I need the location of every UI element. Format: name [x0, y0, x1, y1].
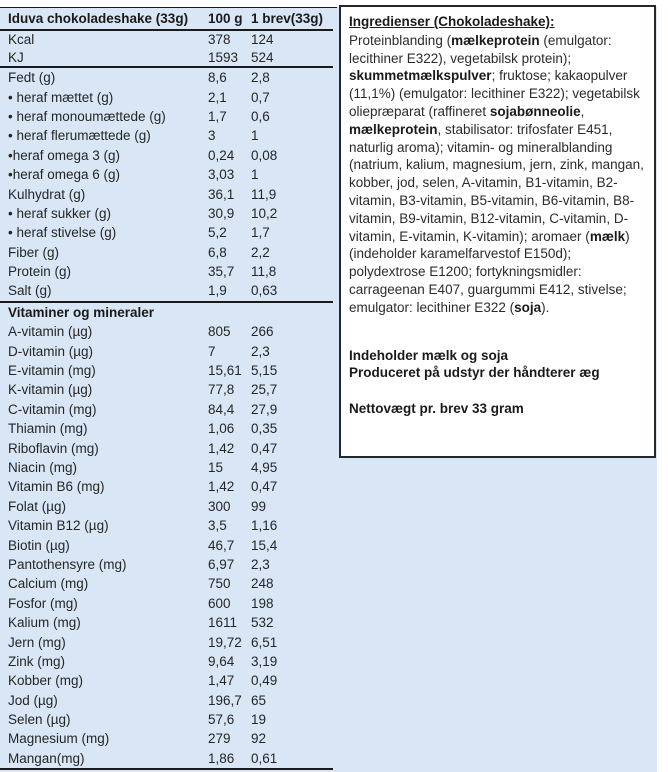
row-value-100g: 1611: [208, 615, 238, 631]
row-value-serving: 27,9: [251, 401, 278, 417]
row-value-100g: 1,42: [208, 440, 235, 456]
row-label: Fiber (g): [8, 244, 60, 260]
row-label: •heraf omega 6 (g): [8, 167, 121, 183]
table-row: [0, 419, 337, 438]
table-header-row: [0, 8, 337, 29]
row-label: Mangan(mg): [8, 750, 85, 766]
table-row: [0, 710, 337, 729]
table-row: [0, 243, 337, 262]
row-label: Jod (µg): [8, 692, 58, 708]
table-row: [0, 497, 337, 516]
row-value-serving: 92: [251, 731, 267, 747]
row-value-serving: 99: [251, 498, 267, 514]
nutrition-table: [0, 7, 337, 772]
row-label: Kulhydrat (g): [8, 186, 86, 202]
table-row: [0, 477, 337, 496]
row-value-serving: 0,6: [251, 108, 270, 124]
row-label: Riboflavin (mg): [8, 440, 99, 456]
row-label: Vitamin B6 (mg): [8, 479, 105, 495]
table-row: [0, 68, 337, 87]
row-value-serving: 1,7: [251, 225, 270, 241]
table-row: [0, 380, 337, 399]
ingredient-emphasis: soja: [514, 299, 542, 315]
row-value-serving: 532: [251, 615, 274, 631]
row-label: • heraf mættet (g): [8, 89, 114, 105]
ingredient-emphasis: mælkeprotein: [349, 121, 438, 137]
row-label: Biotin (µg): [8, 537, 70, 553]
row-label: Fosfor (mg): [8, 595, 78, 611]
row-value-100g: 1,86: [208, 750, 235, 766]
row-value-100g: 600: [208, 595, 231, 611]
row-label: Thiamin (mg): [8, 421, 88, 437]
ingredient-text: ) (indeholder karamelfarvestof E150d); polydextrose E1200; fortykningsmidler: carrageenan E407, guargummi E412, stivelse; emulgator: lecithiner E322 (: [349, 228, 630, 315]
row-value-100g: 7: [208, 343, 216, 359]
row-value-serving: 2,8: [251, 70, 270, 86]
row-label: Vitamin B12 (µg): [8, 518, 109, 534]
table-row: [0, 652, 337, 671]
row-value-serving: 0,47: [251, 479, 278, 495]
row-value-100g: 279: [208, 731, 231, 747]
table-row: [0, 31, 337, 49]
row-value-serving: 0,08: [251, 147, 278, 163]
section-separator-line: [0, 768, 333, 770]
row-label: Protein (g): [8, 264, 72, 280]
ingredients-paragraph: [349, 32, 646, 317]
row-label: • heraf monoumættede (g): [8, 108, 166, 124]
row-value-100g: 19,72: [208, 634, 242, 650]
net-weight: Nettovægt pr. brev 33 gram: [349, 401, 524, 417]
table-row: [0, 729, 337, 748]
table-row: [0, 204, 337, 223]
row-label: Magnesium (mg): [8, 731, 110, 747]
table-row: [0, 535, 337, 554]
row-value-serving: 1,16: [251, 518, 278, 534]
row-value-100g: 1,06: [208, 421, 235, 437]
allergen-line: Produceret på udstyr der håndterer æg: [349, 365, 600, 381]
row-value-100g: 1593: [208, 49, 239, 65]
row-value-serving: 248: [251, 576, 274, 592]
row-value-serving: 0,7: [251, 89, 270, 105]
row-label: Fedt (g): [8, 70, 56, 86]
table-row: [0, 458, 337, 477]
ingredient-text: ).: [541, 299, 550, 315]
row-label: • heraf stivelse (g): [8, 225, 117, 241]
row-value-100g: 35,7: [208, 264, 235, 280]
table-row: [0, 749, 337, 768]
ingredient-emphasis: skummetmælkspulver: [349, 68, 492, 84]
row-value-100g: 1,9: [208, 283, 227, 299]
row-value-serving: 0,35: [251, 421, 278, 437]
row-value-serving: 5,15: [251, 363, 278, 379]
row-value-serving: 11,9: [251, 186, 277, 202]
row-label: C-vitamin (mg): [8, 401, 97, 417]
allergen-info: [349, 347, 646, 383]
row-value-100g: 30,9: [208, 205, 235, 221]
row-value-100g: 196,7: [208, 692, 242, 708]
row-value-100g: 1,47: [208, 673, 235, 689]
ingredient-emphasis: sojabønneolie: [489, 103, 581, 119]
table-row: [0, 146, 337, 165]
row-value-100g: 300: [208, 498, 231, 514]
allergen-line: Indeholder mælk og soja: [349, 347, 509, 363]
row-value-100g: 805: [208, 324, 231, 340]
row-value-100g: 9,64: [208, 653, 235, 669]
table-row: [0, 126, 337, 145]
row-value-serving: 0,61: [251, 750, 278, 766]
section-energy: [0, 31, 337, 66]
row-value-serving: 25,7: [251, 382, 278, 398]
row-value-serving: 524: [251, 49, 274, 65]
row-value-serving: 65: [251, 692, 267, 708]
table-row: [0, 613, 337, 632]
ingredients-box: [339, 5, 656, 458]
row-value-serving: 0,49: [251, 673, 278, 689]
ingredient-text: (emulgator: lecithiner E322), vegetabilsk protein);: [349, 32, 612, 66]
table-row: [0, 262, 337, 281]
row-label: Niacin (mg): [8, 460, 78, 475]
table-row: [0, 516, 337, 535]
row-value-100g: 6,8: [208, 244, 227, 260]
row-label: Salt (g): [8, 283, 52, 299]
row-value-100g: 77,8: [208, 382, 235, 398]
row-value-100g: 36,1: [208, 186, 235, 202]
table-row: [0, 594, 337, 613]
row-label: • heraf flerumættede (g): [8, 128, 151, 144]
row-value-serving: 11,8: [251, 264, 277, 280]
row-label: Jern (mg): [8, 634, 66, 650]
row-value-serving: 0,47: [251, 440, 278, 456]
ingredient-text: ; fruktose; kakaopulver (11,1%) (emulgator: lecithiner E322); vegetabilsk oliepræparat (raffineret: [349, 68, 640, 119]
row-value-100g: 3,03: [208, 167, 235, 183]
row-value-100g: 3,5: [208, 518, 227, 534]
row-label: KJ: [8, 49, 24, 65]
ingredient-emphasis: mælkeprotein: [451, 32, 540, 48]
table-row: [0, 223, 337, 242]
row-value-100g: 6,97: [208, 556, 235, 572]
table-row: [0, 400, 337, 419]
row-value-100g: 378: [208, 32, 231, 48]
row-value-serving: 15,4: [251, 537, 278, 553]
row-value-serving: 19: [251, 712, 267, 728]
table-row: [0, 184, 337, 203]
row-label: E-vitamin (mg): [8, 363, 96, 379]
table-row: [0, 341, 337, 360]
row-value-serving: 2,2: [251, 244, 270, 260]
row-label: Pantothensyre (mg): [8, 556, 127, 572]
section-vitamins: [0, 322, 337, 768]
ingredient-text: , stabilisator: trifosfater E451, naturlig aroma); vitamin- og mineralblanding (natrium, kalium, magnesium, jern, zink, mangan, kobber, jod, selen, A-vitamin, B1-vitamin, B2-vitamin, B3-vitamin, B5-vitamin, B6-vitamin, B8-vitamin, B9-vitamin, B12-vitamin, C-vitamin, D-vitamin, E-vitamin, K-vitamin); aromaer (: [349, 121, 644, 244]
row-value-100g: 1,7: [208, 108, 227, 124]
row-label: Kcal: [8, 32, 35, 48]
row-value-serving: 10,2: [251, 205, 278, 221]
table-row: [0, 107, 337, 126]
section-macros: [0, 68, 337, 301]
row-label: D-vitamin (µg): [8, 343, 94, 359]
section-title: Vitaminer og mineraler: [8, 304, 155, 320]
row-value-100g: 2,1: [208, 89, 227, 105]
row-label: Folat (µg): [8, 498, 67, 514]
row-value-100g: 84,4: [208, 401, 235, 417]
table-row: [0, 671, 337, 690]
row-value-serving: 2,3: [251, 556, 270, 572]
table-row: [0, 165, 337, 184]
column-header-100g: 100 g: [208, 11, 243, 26]
row-value-serving: 124: [251, 32, 274, 48]
table-row: [0, 49, 337, 67]
row-value-serving: 6,51: [251, 634, 278, 650]
table-row: [0, 691, 337, 710]
table-row: [0, 281, 337, 300]
row-label: K-vitamin (µg): [8, 382, 93, 398]
table-row: [0, 361, 337, 380]
table-row: [0, 322, 337, 341]
ingredients-title: Ingredienser (Chokoladeshake):: [349, 14, 555, 29]
row-value-100g: 8,6: [208, 70, 227, 86]
row-label: A-vitamin (µg): [8, 324, 93, 340]
row-label: • heraf sukker (g): [8, 205, 112, 221]
table-row: [0, 438, 337, 457]
row-value-100g: 15: [208, 460, 224, 475]
row-value-serving: 2,3: [251, 343, 270, 359]
ingredient-emphasis: mælk: [589, 228, 626, 244]
row-label: Kobber (mg): [8, 673, 84, 689]
row-label: Zink (mg): [8, 653, 65, 669]
table-row: [0, 555, 337, 574]
table-row: [0, 574, 337, 593]
row-value-100g: 46,7: [208, 537, 235, 553]
row-value-serving: 3,19: [251, 653, 278, 669]
row-value-100g: 3: [208, 128, 216, 144]
row-value-100g: 0,24: [208, 147, 235, 163]
table-sections: [0, 31, 337, 770]
ingredient-text: ,: [580, 103, 585, 119]
row-label: Calcium (mg): [8, 576, 89, 592]
row-value-100g: 1,42: [208, 479, 235, 495]
product-title: Iduva chokoladeshake (33g): [8, 11, 189, 26]
row-label: •heraf omega 3 (g): [8, 147, 121, 163]
row-value-serving: 0,63: [251, 283, 278, 299]
row-value-serving: 1: [251, 167, 259, 183]
row-value-serving: 4,95: [251, 460, 278, 475]
row-label: Kalium (mg): [8, 615, 81, 631]
row-value-serving: 266: [251, 324, 274, 340]
row-value-100g: 750: [208, 576, 231, 592]
column-header-serving: 1 brev(33g): [251, 11, 324, 26]
table-row: [0, 632, 337, 651]
ingredient-text: Proteinblanding (: [349, 32, 452, 48]
row-value-100g: 57,6: [208, 712, 235, 728]
row-value-serving: 198: [251, 595, 274, 611]
row-label: Selen (µg): [8, 712, 71, 728]
row-value-100g: 5,2: [208, 225, 227, 241]
row-value-100g: 15,61: [208, 363, 242, 379]
table-row: [0, 87, 337, 106]
row-value-serving: 1: [251, 128, 259, 144]
